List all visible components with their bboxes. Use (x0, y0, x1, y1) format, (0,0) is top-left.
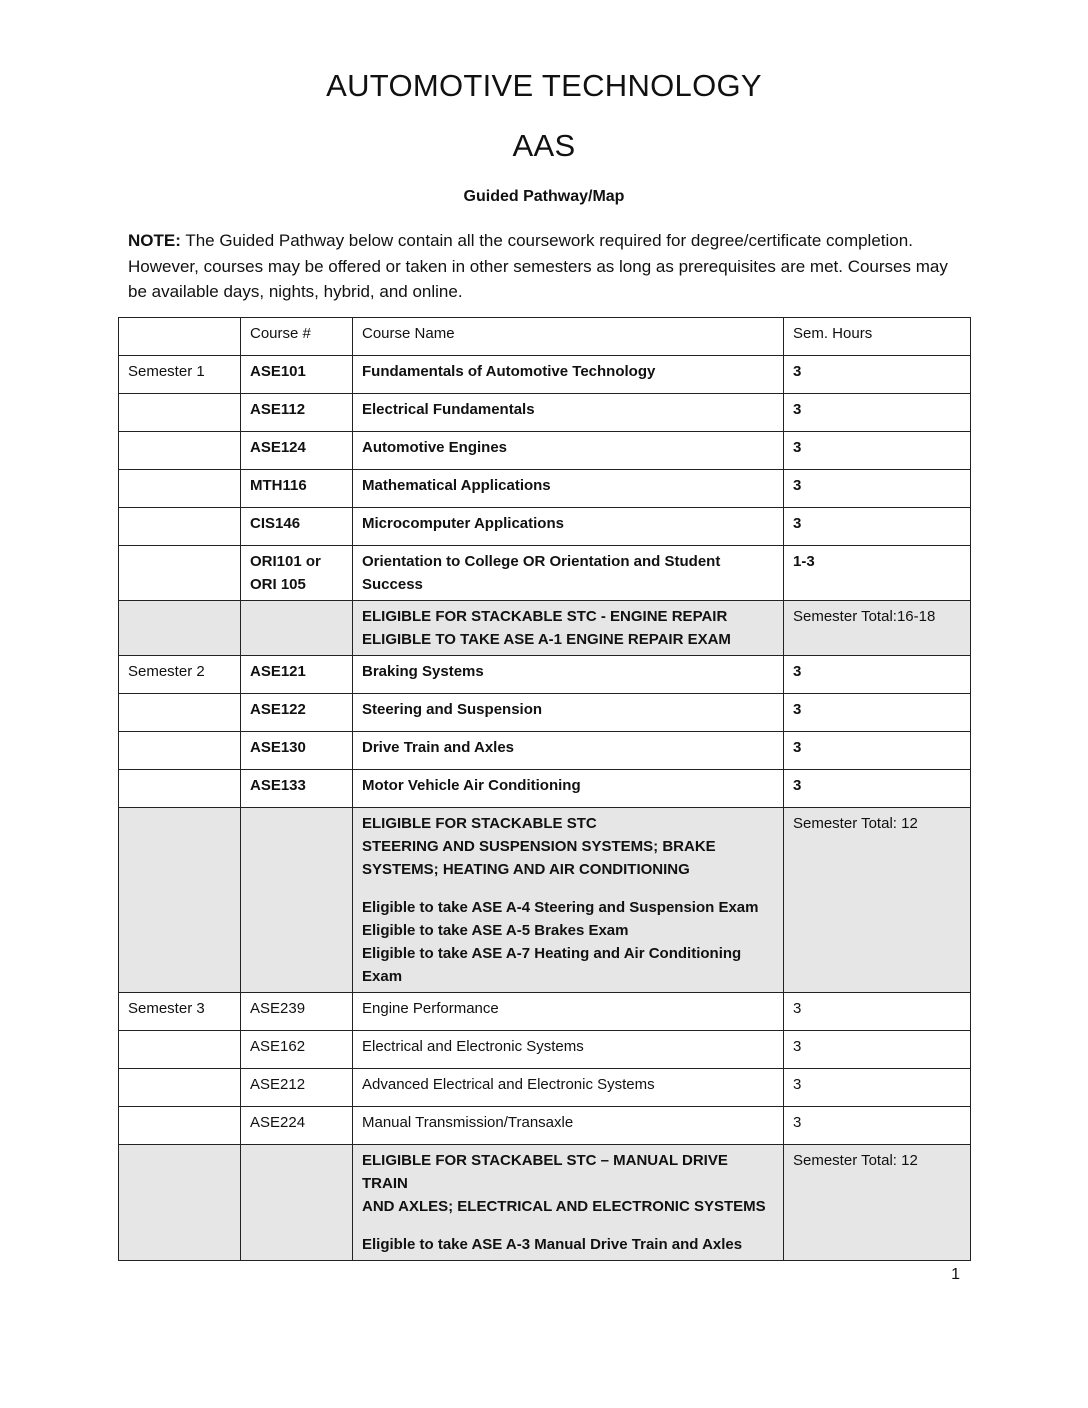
course-name: Drive Train and Axles (353, 732, 784, 770)
note-label: NOTE: (128, 231, 181, 250)
table-row (119, 508, 971, 546)
semester-label-empty (119, 1069, 241, 1107)
semester-label-empty (119, 470, 241, 508)
course-name: Microcomputer Applications (353, 508, 784, 546)
course-num: ASE124 (241, 432, 353, 470)
course-name: Manual Transmission/Transaxle (353, 1107, 784, 1145)
table-row (119, 432, 971, 470)
course-name (353, 546, 784, 601)
exam-line: Eligible to take ASE A-5 Brakes Exam (362, 922, 629, 939)
exam-line: Eligible to take ASE A-7 Heating and Air Conditioning (362, 945, 742, 962)
semester-label-empty (119, 432, 241, 470)
course-name: Braking Systems (353, 656, 784, 694)
semester-label-empty (119, 770, 241, 808)
page-number: 1 (951, 1266, 960, 1283)
semester-summary-row (119, 1145, 971, 1261)
semester-total: Semester Total:16-18 (784, 601, 971, 656)
course-hours: 3 (784, 1107, 971, 1145)
semester-label-empty (119, 546, 241, 601)
spacer (362, 881, 774, 896)
course-num: MTH116 (241, 470, 353, 508)
course-hours: 3 (784, 656, 971, 694)
semester-label-empty (119, 694, 241, 732)
course-name: Engine Performance (353, 993, 784, 1031)
course-num: ASE239 (241, 993, 353, 1031)
course-hours: 3 (784, 470, 971, 508)
header-sem-hours: Sem. Hours (784, 318, 971, 356)
semester-total: Semester Total: 12 (784, 1145, 971, 1261)
course-hours: 3 (784, 394, 971, 432)
course-hours: 3 (784, 432, 971, 470)
course-hours: 3 (784, 694, 971, 732)
course-name-line: Success (362, 576, 423, 593)
table-header-row (119, 318, 971, 356)
table-row (119, 356, 971, 394)
header-semester (119, 318, 241, 356)
course-hours: 3 (784, 1069, 971, 1107)
course-num: ASE162 (241, 1031, 353, 1069)
course-name-line: Orientation to College OR Orientation and Student (362, 553, 721, 570)
semester-total: Semester Total: 12 (784, 808, 971, 993)
semester-label-empty (119, 394, 241, 432)
course-num: ASE101 (241, 356, 353, 394)
summary-empty (119, 808, 241, 993)
course-hours: 3 (784, 356, 971, 394)
semester-label-empty (119, 732, 241, 770)
degree-title: AAS (512, 128, 576, 163)
exam-line: Exam (362, 968, 403, 985)
course-num-line: ORI101 or (250, 553, 321, 570)
course-name: Electrical Fundamentals (353, 394, 784, 432)
course-name: Mathematical Applications (353, 470, 784, 508)
course-num: ASE122 (241, 694, 353, 732)
course-num: ASE130 (241, 732, 353, 770)
course-hours: 3 (784, 993, 971, 1031)
table-row (119, 470, 971, 508)
summary-empty (119, 601, 241, 656)
table-row (119, 1069, 971, 1107)
course-num (241, 546, 353, 601)
course-num-line: ORI 105 (250, 576, 306, 593)
table-row (119, 694, 971, 732)
table-row (119, 993, 971, 1031)
course-name: Fundamentals of Automotive Technology (353, 356, 784, 394)
course-name: Electrical and Electronic Systems (353, 1031, 784, 1069)
table-row (119, 1107, 971, 1145)
exam-line: Eligible to take ASE A-3 Manual Drive Train and Axles (362, 1236, 743, 1253)
table-row (119, 656, 971, 694)
table-row (119, 1031, 971, 1069)
document-title: AUTOMOTIVE TECHNOLOGY (326, 68, 762, 103)
document-subtitle: Guided Pathway/Map (463, 188, 625, 205)
semester-summary-row (119, 808, 971, 993)
eligibility-line: ELIGIBLE FOR STACKABEL STC – MANUAL DRIVE TRAIN (362, 1152, 728, 1192)
course-num: ASE112 (241, 394, 353, 432)
course-hours: 3 (784, 732, 971, 770)
semester-label: Semester 3 (119, 993, 241, 1031)
header-course-name: Course Name (353, 318, 784, 356)
summary-empty (241, 808, 353, 993)
course-name: Advanced Electrical and Electronic Systems (353, 1069, 784, 1107)
course-name: Steering and Suspension (353, 694, 784, 732)
course-num: ASE224 (241, 1107, 353, 1145)
summary-empty (241, 601, 353, 656)
semester-summary-row (119, 601, 971, 656)
summary-empty (241, 1145, 353, 1261)
course-num: ASE212 (241, 1069, 353, 1107)
semester-label: Semester 1 (119, 356, 241, 394)
course-num: CIS146 (241, 508, 353, 546)
note-paragraph (128, 228, 958, 305)
course-name: Automotive Engines (353, 432, 784, 470)
course-hours: 3 (784, 770, 971, 808)
eligibility-line: ELIGIBLE FOR STACKABLE STC - ENGINE REPAIR (362, 608, 728, 625)
note-text: The Guided Pathway below contain all the coursework required for degree/certificate completion. However, courses may be offered or taken in other semesters as long as prerequisites are met. Courses may be available days, nights, hybrid, and online. (128, 231, 948, 301)
eligibility-line: ELIGIBLE TO TAKE ASE A-1 ENGINE REPAIR EXAM (362, 631, 731, 648)
course-num: ASE133 (241, 770, 353, 808)
semester-label-empty (119, 1107, 241, 1145)
header-course-num: Course # (241, 318, 353, 356)
eligibility-line: AND AXLES; ELECTRICAL AND ELECTRONIC SYSTEMS (362, 1198, 766, 1215)
semester-label-empty (119, 508, 241, 546)
table-row (119, 546, 971, 601)
table-row (119, 732, 971, 770)
eligibility-text (353, 808, 784, 993)
eligibility-line: SYSTEMS; HEATING AND AIR CONDITIONING (362, 861, 690, 878)
eligibility-line: STEERING AND SUSPENSION SYSTEMS; BRAKE (362, 838, 716, 855)
exam-line: Eligible to take ASE A-4 Steering and Suspension Exam (362, 899, 759, 916)
semester-label: Semester 2 (119, 656, 241, 694)
course-hours: 3 (784, 508, 971, 546)
table-row (119, 770, 971, 808)
summary-empty (119, 1145, 241, 1261)
course-num: ASE121 (241, 656, 353, 694)
semester-label-empty (119, 1031, 241, 1069)
table-row (119, 394, 971, 432)
course-hours: 3 (784, 1031, 971, 1069)
course-hours: 1-3 (784, 546, 971, 601)
eligibility-line: ELIGIBLE FOR STACKABLE STC (362, 815, 597, 832)
spacer (362, 1218, 774, 1233)
course-name: Motor Vehicle Air Conditioning (353, 770, 784, 808)
guided-pathway-table (118, 317, 971, 1261)
eligibility-text (353, 1145, 784, 1261)
eligibility-text (353, 601, 784, 656)
